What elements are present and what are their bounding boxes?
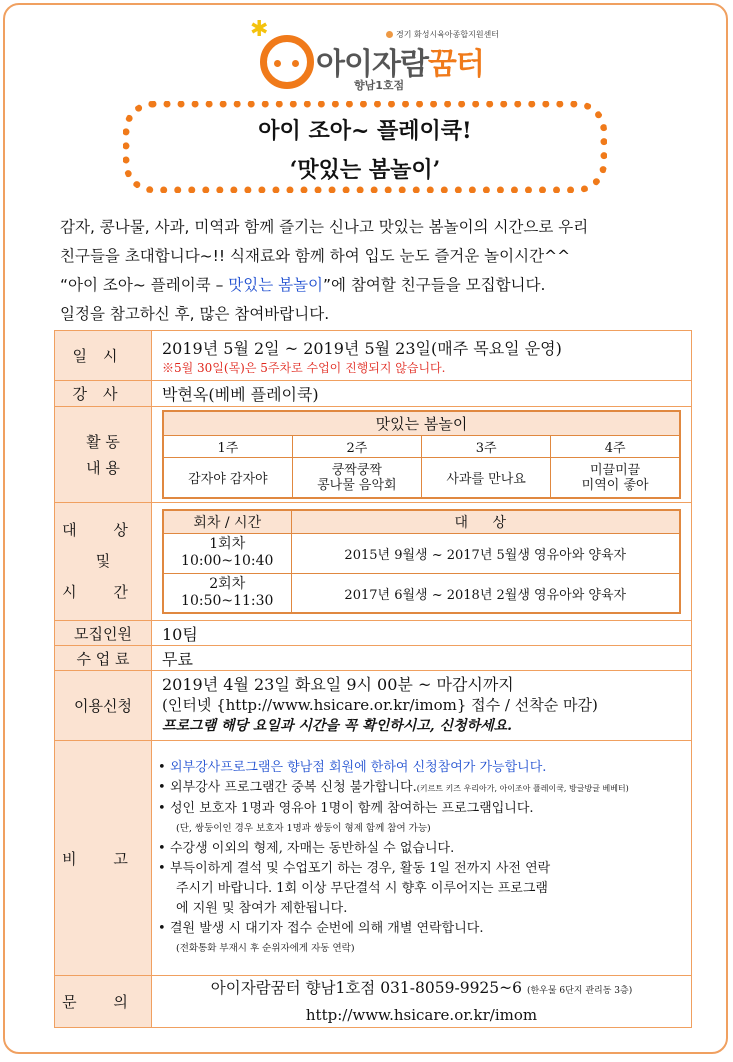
week-4-label: 4주 bbox=[551, 436, 680, 458]
week-1-activity: 감자야 감자야 bbox=[163, 458, 292, 498]
week-3-label: 3주 bbox=[422, 436, 551, 458]
target-table bbox=[162, 509, 681, 615]
schedule-label: 일시 bbox=[72, 347, 134, 365]
apply-row bbox=[55, 671, 692, 741]
intro-text bbox=[60, 213, 690, 329]
capacity-label: 모집인원 bbox=[55, 621, 152, 646]
schedule-note: ※5월 30일(목)은 5주차로 수업이 진행되지 않습니다. bbox=[162, 360, 446, 375]
smile-face-icon bbox=[260, 35, 314, 89]
flyer-page bbox=[3, 3, 728, 1054]
fee-row bbox=[55, 646, 692, 671]
apply-method: (인터넷 {http://www.hsicare.or.kr/imom} 접수 / 선착순 마감) bbox=[162, 696, 598, 714]
target-label-3: 시 간 bbox=[62, 583, 144, 601]
remark-5-cont-2: 에 지원 및 참여가 제한됩니다. bbox=[176, 900, 348, 916]
apply-date: 2019년 4월 23일 화요일 9시 00분 ~ 마감시까지 bbox=[162, 675, 514, 694]
intro-line-3: “아이 조아~ 플레이쿡 – 맛있는 봄놀이”에 참여할 친구들을 모집합니다. bbox=[60, 276, 546, 294]
target-header-session: 회차 / 시간 bbox=[163, 510, 291, 534]
fee-label: 수 업 료 bbox=[55, 646, 152, 671]
instructor-row bbox=[55, 381, 692, 407]
week-3-activity: 사과를 만나요 bbox=[422, 458, 551, 498]
schedule-row bbox=[55, 331, 692, 381]
week-2-label: 2주 bbox=[292, 436, 421, 458]
remarks-row bbox=[55, 741, 692, 976]
logo-tagline: 경기 화성시육아종합지원센터 bbox=[386, 29, 499, 40]
fee-value: 무료 bbox=[152, 646, 692, 671]
star-icon: ✱ bbox=[250, 17, 269, 42]
apply-label: 이용신청 bbox=[55, 671, 152, 741]
apply-note: 프로그램 해당 요일과 시간을 꼭 확인하시고, 신청하세요. bbox=[162, 718, 513, 734]
instructor-value: 박현옥(베베 플레이쿡) bbox=[152, 381, 692, 407]
target-header-target: 대 상 bbox=[291, 510, 680, 534]
week-4-activity: 미끌미끌 미역이 좋아 bbox=[551, 458, 680, 498]
remark-3: • 성인 보호자 1명과 영유아 1명이 함께 참여하는 프로그램입니다. bbox=[158, 800, 534, 816]
capacity-value: 10팀 bbox=[152, 621, 692, 646]
logo-branch: 향남1호점 bbox=[354, 79, 405, 92]
remark-5: • 부득이하게 결석 및 수업포기 하는 경우, 활동 1일 전까지 사전 연락 bbox=[158, 860, 551, 876]
program-info-table bbox=[54, 330, 692, 1028]
remarks-list bbox=[156, 754, 691, 963]
contact-label: 문 의 bbox=[62, 993, 144, 1011]
remark-6: • 결원 발생 시 대기자 접수 순번에 의해 개별 연락합니다. bbox=[158, 920, 484, 936]
activity-row bbox=[55, 407, 692, 503]
remark-1: • 외부강사프로그램은 향남점 회원에 한하여 신청참여가 가능합니다. bbox=[158, 759, 547, 775]
remark-4: • 수강생 이외의 형제, 자매는 동반하실 수 없습니다. bbox=[158, 840, 455, 856]
contact-url[interactable]: http://www.hsicare.or.kr/imom bbox=[305, 1006, 538, 1024]
contact-row bbox=[55, 976, 692, 1028]
intro-line-4: 일정을 참고하신 후, 많은 참여바랍니다. bbox=[60, 305, 330, 323]
title-box bbox=[123, 101, 607, 193]
target-row-2: 2회차 10:50~11:30 2017년 6월생 ~ 2018년 2월생 영유아와 양육자 bbox=[163, 573, 680, 613]
center-logo bbox=[250, 19, 510, 97]
target-row bbox=[55, 503, 692, 621]
intro-line-1: 감자, 콩나물, 사과, 미역과 함께 즐기는 신나고 맛있는 봄놀이의 시간으로 우리 bbox=[60, 218, 589, 236]
capacity-row bbox=[55, 621, 692, 646]
target-row-1: 1회차 10:00~10:40 2015년 9월생 ~ 2017년 5월생 영유아와 양육자 bbox=[163, 533, 680, 573]
week-2-activity: 쿵짝쿵짝 콩나물 음악회 bbox=[292, 458, 421, 498]
schedule-value: 2019년 5월 2일 ~ 2019년 5월 23일(매주 목요일 운영) bbox=[162, 338, 562, 358]
title-line-2: ‘맛있는 봄놀이’ bbox=[289, 157, 441, 183]
week-1-label: 1주 bbox=[163, 436, 292, 458]
contact-phone: 아이자람꿈터 향남1호점 031-8059-9925~6 (한우물 6단지 관리동 3층) bbox=[210, 979, 633, 997]
instructor-label: 강사 bbox=[72, 385, 134, 403]
activity-table bbox=[162, 410, 681, 499]
remark-2: • 외부강사 프로그램간 중복 신청 불가합니다.(키르트 키즈 우리아가, 아이조아 플레이쿡, 방글방글 베베터) bbox=[158, 779, 629, 795]
remark-3-sub: (단, 쌍둥이인 경우 보호자 1명과 쌍둥이 형제 함께 참여 가능) bbox=[176, 822, 431, 834]
activity-title: 맛있는 봄놀이 bbox=[163, 411, 680, 436]
remark-6-sub: (전화통화 부재시 후 순위자에게 자동 연락) bbox=[176, 942, 355, 954]
title-line-1: 아이 조아~ 플레이쿡! bbox=[258, 118, 472, 144]
remark-5-cont-1: 주시기 바랍니다. 1회 이상 무단결석 시 향후 이루어지는 프로그램 bbox=[176, 880, 548, 896]
target-label-2: 및 bbox=[95, 552, 111, 570]
activity-label-1: 활 동 bbox=[86, 432, 120, 451]
target-label-1: 대 상 bbox=[62, 521, 144, 539]
activity-label-2: 내 용 bbox=[86, 458, 120, 477]
remarks-label: 비 고 bbox=[62, 849, 144, 868]
logo-name: 아이자람꿈터 bbox=[316, 47, 484, 82]
intro-line-2: 친구들을 초대합니다~!! 식재료와 함께 하여 입도 눈도 즐거운 놀이시간^^ bbox=[60, 247, 571, 265]
